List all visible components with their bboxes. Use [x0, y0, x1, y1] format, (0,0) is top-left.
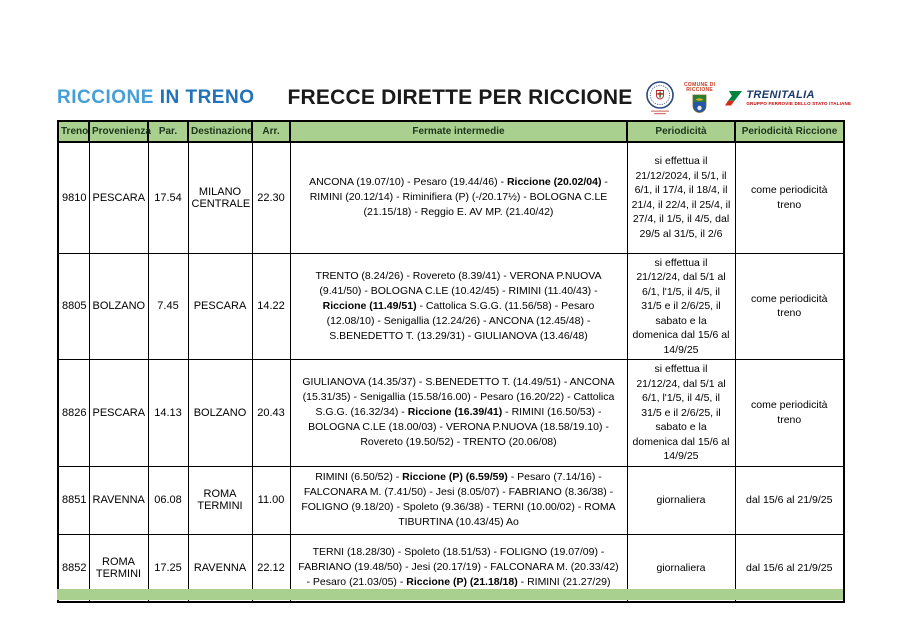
col-header-destinazione: Destinazione — [188, 121, 252, 142]
riccione-stop-highlight: Riccione (16.39/41) — [407, 406, 503, 419]
cell-provenienza: PESCARA — [89, 142, 148, 253]
fermate-segment: - Pesaro (7.14/16) - FALCONARA M. (7.41/50) - Jesi (8.05/07) - FABRIANO (8.36/38) - FOLIGNO (9.18/20) - Spoleto (9.36/38) - TERNI (10.00/02) - ROMA TIBURTINA (10.43/45) Ao — [301, 471, 616, 528]
cell-provenienza: BOLZANO — [89, 253, 148, 360]
trenitalia-logo — [724, 89, 851, 108]
fs-swoosh-icon — [724, 89, 743, 108]
col-header-periodicita-riccione: Periodicità Riccione — [735, 121, 844, 142]
table-footer-bar — [57, 589, 843, 600]
comune-logo-line2: RICCIONE — [686, 86, 714, 93]
col-header-par: Par. — [148, 121, 188, 142]
cell-arr: 22.12 — [252, 534, 290, 602]
cell-treno: 9810 — [58, 142, 89, 253]
cell-periodicita-riccione: come periodicità treno — [735, 253, 844, 360]
cell-fermate — [290, 466, 627, 534]
cell-periodicita-riccione: come periodicità treno — [735, 142, 844, 253]
cell-treno: 8805 — [58, 253, 89, 360]
cell-provenienza: PESCARA — [89, 360, 148, 467]
comune-logo-line1: COMUNE DI — [684, 81, 716, 88]
header-logos — [645, 78, 855, 118]
comune-di-riccione-logo — [684, 83, 715, 114]
cell-destinazione: MILANO CENTRALE — [188, 142, 252, 253]
fermate-segment: - RIMINI (20.12/14) - Riminifiera (P) (-/20.17½) - BOLOGNA C.LE (21.15/18) - Reggio E. AV MP. (21.40/42) — [309, 176, 608, 219]
col-header-arr: Arr. — [252, 121, 290, 142]
trenitalia-wordmark: TRENITALIA — [746, 88, 815, 101]
cell-fermate — [290, 142, 627, 253]
fermate-segment: RIMINI (6.50/52) - — [315, 471, 403, 483]
timetable-body — [58, 142, 844, 602]
cell-par: 7.45 — [148, 253, 188, 360]
riccione-stop-highlight: Riccione (P) (6.59/59) — [402, 471, 508, 483]
col-header-fermate: Fermate intermedie — [290, 121, 627, 142]
riccione-stop-highlight: Riccione (P) (21.18/18) — [406, 576, 518, 589]
cell-destinazione: PESCARA — [188, 253, 252, 360]
frecce-timetable — [57, 120, 845, 603]
fermate-segment: TERNI (18.28/30) - Spoleto (18.51/53) - FOLIGNO (19.07/09) - FABRIANO (19.48/50) - Jesi (20.17/19) - FALCONARA M. (20.33/42) - Pesaro (21.03/05) - — [298, 546, 619, 589]
cell-arr: 14.22 — [252, 253, 290, 360]
col-header-treno: Treno — [58, 121, 89, 142]
comune-logo-text — [684, 83, 715, 93]
brand-word-in-treno: IN TRENO — [159, 87, 255, 108]
cell-provenienza: RAVENNA — [89, 466, 148, 534]
cell-periodicita: si effettua il 21/12/24, dal 5/1 al 6/1, l'1/5, il 4/5, il 31/5 e il 2/6/25, il sabato e la domenica dal 15/6 al 14/9/25 — [627, 360, 735, 467]
cell-treno: 8826 — [58, 360, 89, 467]
cell-treno: 8852 — [58, 534, 89, 602]
table-row — [58, 142, 844, 253]
cell-arr: 20.43 — [252, 360, 290, 467]
cell-arr: 22.30 — [252, 142, 290, 253]
riccione-stop-highlight: Riccione (11.49/51) — [322, 299, 417, 312]
cell-periodicita: giornaliera — [627, 534, 735, 602]
fermate-segment: ANCONA (19.07/10) - Pesaro (19.44/46) - — [309, 176, 507, 189]
brand-logo — [57, 87, 254, 109]
page-title: FRECCE DIRETTE PER RICCIONE — [287, 86, 633, 109]
cell-par: 14.13 — [148, 360, 188, 467]
col-header-periodicita: Periodicità — [627, 121, 735, 142]
cell-par: 17.25 — [148, 534, 188, 602]
cell-arr: 11.00 — [252, 466, 290, 534]
col-header-provenienza: Provenienza — [89, 121, 148, 142]
cell-periodicita-riccione: dal 15/6 al 21/9/25 — [735, 534, 844, 602]
cell-par: 06.08 — [148, 466, 188, 534]
association-seal-icon — [645, 80, 675, 116]
cell-treno: 8851 — [58, 466, 89, 534]
table-header-row — [58, 121, 844, 142]
cell-periodicita: giornaliera — [627, 466, 735, 534]
fermate-segment: GIULIANOVA (14.35/37) - S.BENEDETTO T. (14.49/51) - ANCONA (15.31/35) - Senigallia (15.58/16.00) - Pesaro (16.20/22) - Cattolica S.G.G. (16.32/34) - — [302, 376, 615, 419]
trenitalia-subtitle: GRUPPO FERROVIE DELLO STATO ITALIANE — [746, 101, 852, 106]
fermate-segment: - RIMINI (21.27/29) — [517, 576, 611, 589]
table-row — [58, 360, 844, 467]
cell-destinazione: ROMA TERMINI — [188, 466, 252, 534]
cell-periodicita: si effettua il 21/12/24, dal 5/1 al 6/1, l'1/5, il 4/5, il 31/5 e il 2/6/25, il sabato e la domenica dal 15/6 al 14/9/25 — [627, 253, 735, 360]
cell-periodicita: si effettua il 21/12/2024, il 5/1, il 6/1, il 17/4, il 18/4, il 21/4, il 22/4, il 25/4, il 27/4, il 1/5, il 4/5, dal 29/5 al 31/5, il 2/6 — [627, 142, 735, 253]
table-row — [58, 466, 844, 534]
cell-fermate — [290, 360, 627, 467]
cell-fermate — [290, 253, 627, 360]
comune-shield-icon — [692, 94, 707, 114]
cell-destinazione: RAVENNA — [188, 534, 252, 602]
cell-destinazione: BOLZANO — [188, 360, 252, 467]
cell-periodicita-riccione: dal 15/6 al 21/9/25 — [735, 466, 844, 534]
cell-periodicita-riccione: come periodicità treno — [735, 360, 844, 467]
brand-word-riccione: RICCIONE — [57, 87, 154, 108]
fermate-segment: - RIMINI (16.50/53) - BOLOGNA C.LE (18.00/03) - VERONA P.NUOVA (18.58/19.10) - Rovereto (19.50/52) - TRENTO (20.06/08) — [308, 406, 609, 449]
cell-par: 17.54 — [148, 142, 188, 253]
table-row — [58, 253, 844, 360]
riccione-stop-highlight: Riccione (20.02/04) — [506, 176, 602, 189]
fermate-segment: - Cattolica S.G.G. (11.56/58) - Pesaro (12.08/10) - Senigallia (12.24/26) - ANCONA (12.45/48) - S.BENEDETTO T. (13.29/31) - GIULIANOVA (13.46/48) — [326, 299, 595, 342]
cell-provenienza: ROMA TERMINI — [89, 534, 148, 602]
fermate-segment: TRENTO (8.24/26) - Rovereto (8.39/41) - VERONA P.NUOVA (9.41/50) - BOLOGNA C.LE (10.42/45) - RIMINI (11.40/43) - — [315, 269, 602, 297]
